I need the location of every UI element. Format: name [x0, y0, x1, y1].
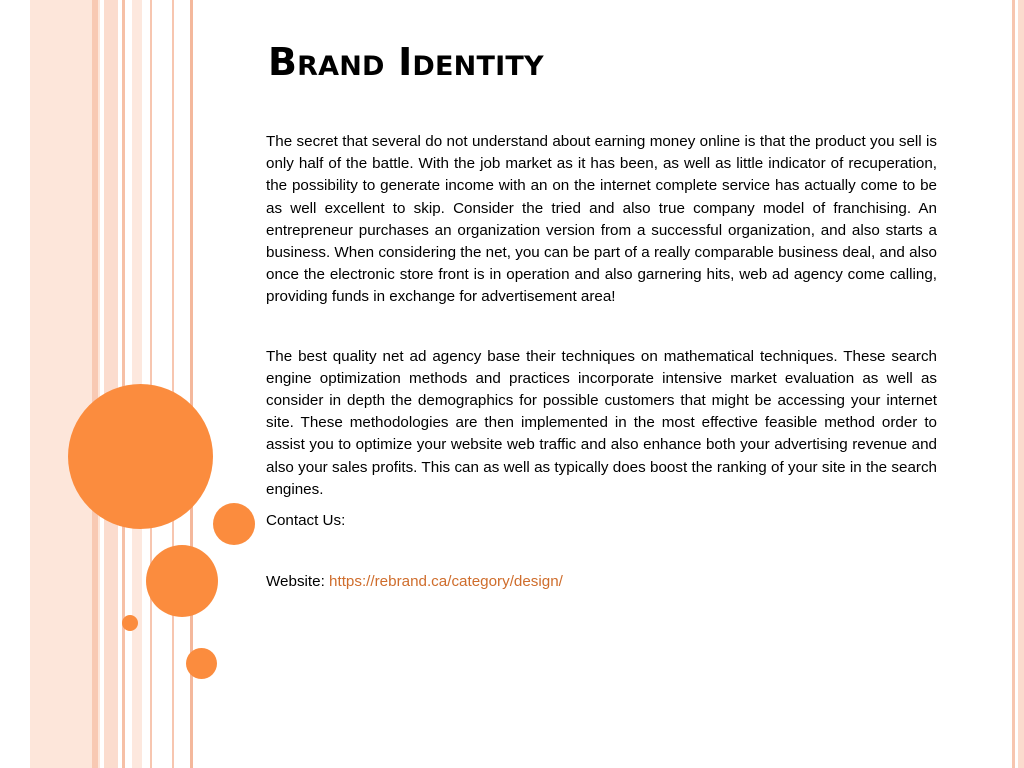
decorative-stripe: [92, 0, 98, 768]
decorative-stripe: [172, 0, 174, 768]
body-paragraph: The secret that several do not understand about earning money online is that the product you sell is only half of the battle. With the job market as it has been, as well as little indicator of recuperation, the possibility to generate income with an on the internet complete service has actually come to be as well excellent to skip. Consider the tried and also true company model of franchising. An entrepreneur purchases an organization version from a successful organization, and also starts a business. When considering the net, you can be part of a really comparable business deal, and also once the electronic store front is in operation and also garnering hits, web ad agency come calling, providing funds in exchange for advertisement area!: [266, 133, 937, 306]
decorative-circle-large: [68, 384, 213, 529]
body-paragraph: The best quality net ad agency base their techniques on mathematical techniques. These search engine optimization methods and practices incorporate intensive market evaluation as well as consider in depth the demographics for possible customers that might be accessing your internet site. These methodologies are then implemented in the most effective feasible method order to assist you to optimize your website web traffic and also enhance both your advertising revenue and also your sales profits. This can as well as typically does boost the ranking of your site in the search engines.: [266, 347, 937, 498]
decorative-circle: [146, 545, 218, 617]
right-border-stripe: [1012, 0, 1015, 768]
website-line: [266, 571, 937, 593]
decorative-circle: [186, 648, 217, 679]
decorative-stripe: [104, 0, 118, 768]
right-border-stripe: [1018, 0, 1024, 768]
slide-title: Brand Identity: [268, 40, 544, 84]
decorative-stripe: [122, 0, 125, 768]
decorative-stripe-band: [30, 0, 100, 768]
decorative-circle-small: [122, 615, 138, 631]
website-link[interactable]: https://rebrand.ca/category/design/: [329, 573, 563, 591]
contact-label: Contact Us:: [266, 512, 346, 530]
slide-body: [266, 131, 937, 593]
decorative-circle: [213, 503, 255, 545]
website-label: Website:: [266, 573, 330, 591]
